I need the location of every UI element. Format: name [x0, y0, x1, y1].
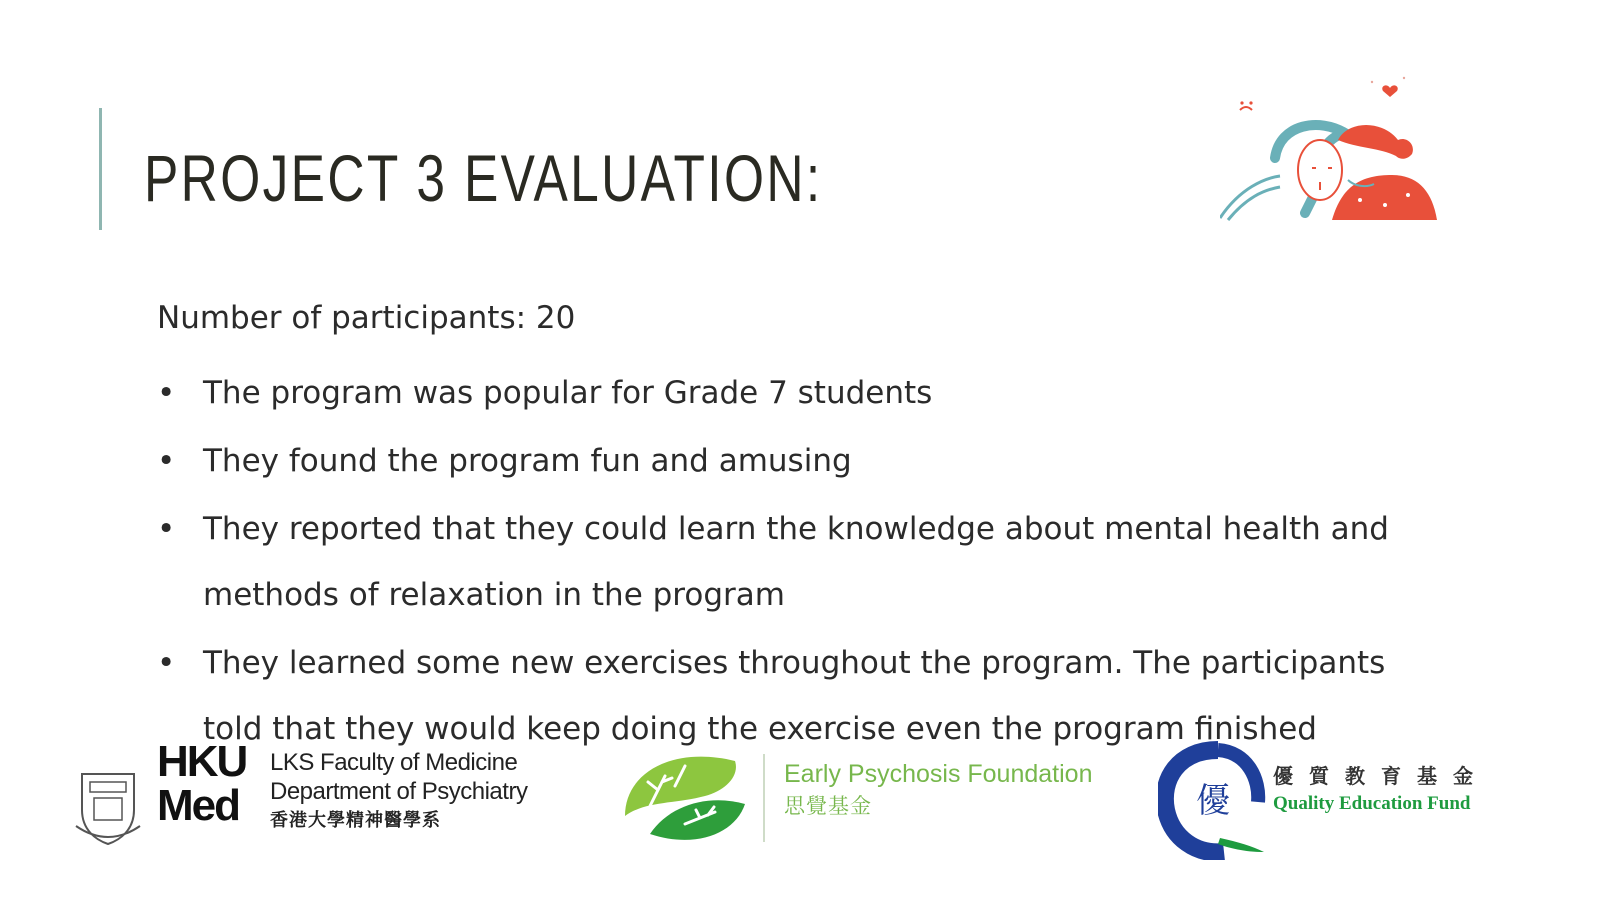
- epf-divider: [763, 754, 765, 842]
- bullet-point: •: [157, 375, 176, 411]
- hku-wordmark: HKU: [157, 737, 247, 786]
- epf-chinese-name: 思覺基金: [784, 794, 872, 818]
- qef-emblem-char: 優: [1196, 781, 1230, 821]
- epf-name: Early Psychosis Foundation: [784, 760, 1093, 788]
- hku-department-text: [270, 748, 527, 835]
- bullet-point: •: [157, 443, 176, 479]
- qef-english-name: Quality Education Fund: [1273, 793, 1471, 814]
- title-accent-bar: [99, 108, 102, 230]
- qef-chinese-name: 優質教育基金: [1273, 764, 1489, 788]
- hku-chinese-line: 香港大學精神醫學系: [270, 810, 441, 830]
- finding-item: [157, 496, 1417, 628]
- slide-body: [157, 296, 1417, 764]
- hku-faculty-line: LKS Faculty of Medicine: [270, 749, 518, 776]
- med-wordmark: Med: [157, 781, 239, 830]
- finding-item: [157, 428, 1417, 494]
- participant-count: Number of participants: 20: [157, 300, 576, 336]
- bullet-point: •: [157, 511, 176, 547]
- finding-item: [157, 360, 1417, 426]
- finding-text: They found the program fun and amusing: [203, 443, 852, 479]
- bullet-point: •: [157, 645, 176, 681]
- epf-leaf-logo-icon: [620, 746, 750, 846]
- findings-list: [157, 360, 1417, 762]
- hku-crest-icon: [72, 764, 144, 846]
- hku-department-line: Department of Psychiatry: [270, 778, 528, 805]
- friends-hug-illustration: [1220, 70, 1480, 250]
- finding-text: They reported that they could learn the knowledge about mental health and methods of relaxation in the program: [203, 511, 1389, 613]
- qef-emblem-icon: [1158, 740, 1268, 860]
- finding-text: They learned some new exercises throughout the program. The participants told that they would keep doing the exercise even the program finished: [203, 645, 1386, 747]
- slide-title: PROJECT 3 EVALUATION:: [144, 141, 823, 215]
- finding-text: The program was popular for Grade 7 students: [203, 375, 933, 411]
- sponsor-logos: [0, 737, 1600, 870]
